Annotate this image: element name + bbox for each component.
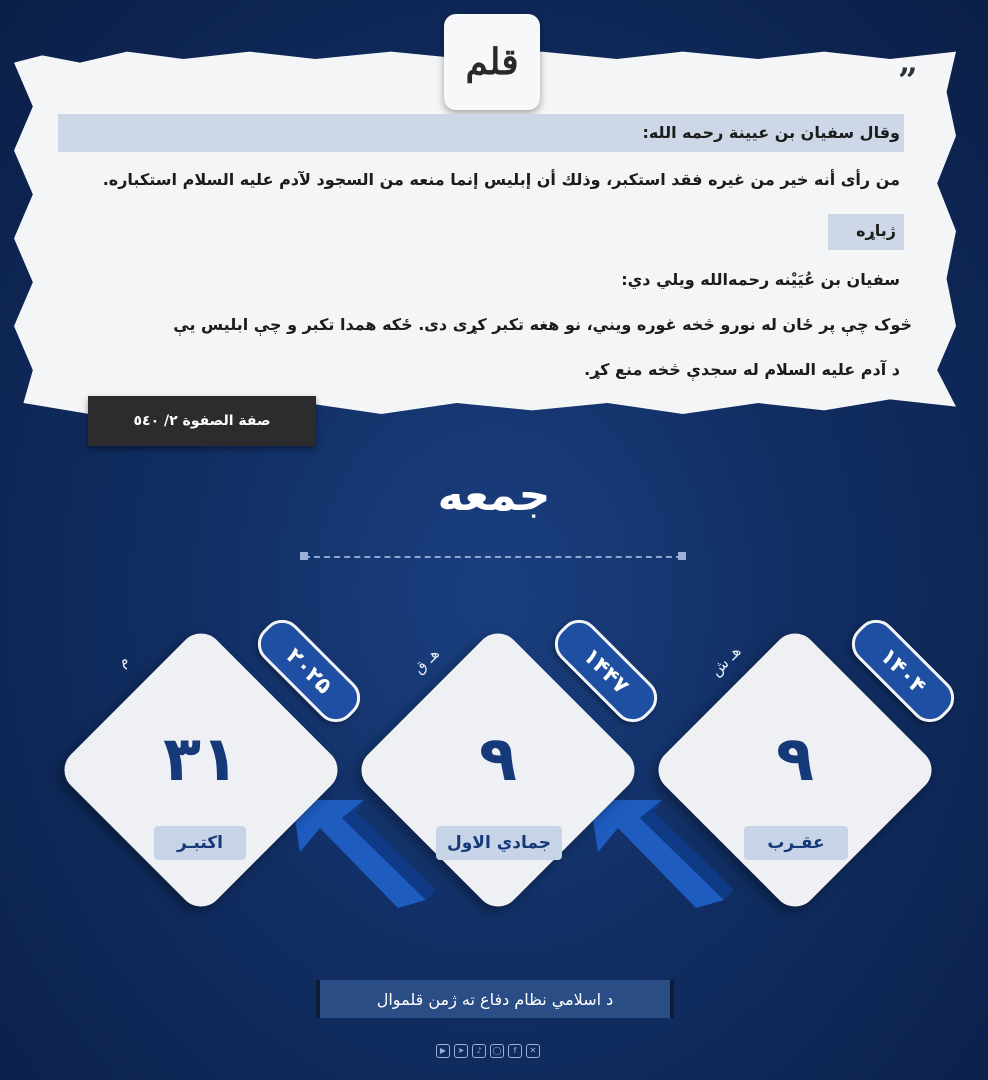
gregorian-year: ۲۰۲۵ (281, 643, 337, 699)
x-icon[interactable]: ✕ (526, 1044, 540, 1058)
pashto-line: سفيان بن عُيَيْنه رحمه‌الله ويلي دي: (621, 270, 900, 289)
social-links (436, 1044, 540, 1058)
telegram-icon[interactable]: ➤ (454, 1044, 468, 1058)
source-reference (88, 396, 316, 446)
footer-slogan (316, 980, 674, 1018)
divider-dot (300, 552, 308, 560)
lunar-month: جمادي الاول (436, 826, 562, 860)
gregorian-calendar-tag: م (112, 651, 133, 671)
divider (304, 556, 682, 558)
arabic-heading: وقال سفيان بن عيينة رحمه الله: (642, 123, 900, 142)
source-reference-text: صفة الصفوة ٢/ ٥٤٠ (133, 413, 271, 429)
day-name: جمعه (437, 470, 551, 521)
solar-month: عقـرب (744, 826, 848, 860)
facebook-icon[interactable]: f (508, 1044, 522, 1058)
quote-mark-icon: ” (898, 61, 918, 101)
youtube-icon[interactable]: ▶ (436, 1044, 450, 1058)
pashto-line: څوک چې پر ځان له نورو څخه غوره ويني، نو هغه تکبر کړی دی. ځکه همدا تکبر و چې ابليس يې (173, 315, 912, 334)
arabic-quote: من رأى أنه خير من غيره فقد استكبر، وذلك أن إبليس إنما منعه من السجود لآدم عليه السلام استكباره. (102, 170, 900, 189)
pashto-line: د آدم عليه السلام له سجدې څخه منع کړ. (584, 360, 900, 379)
footer-slogan-text: د اسلامي نظام دفاع ته ژمن قلموال (376, 989, 614, 1009)
tiktok-icon[interactable]: ♪ (472, 1044, 486, 1058)
lunar-calendar-tag: هـ ق (409, 644, 443, 678)
brand-logo (444, 14, 540, 110)
gregorian-day: ۳۱ (163, 722, 239, 795)
divider-dot (678, 552, 686, 560)
brand-logo-text: قلم (465, 41, 519, 83)
solar-day: ۹ (776, 722, 814, 795)
solar-calendar-tag: هـ ش (706, 642, 745, 680)
gregorian-month: اکتبـر (154, 826, 246, 860)
translation-label: ژباړه (856, 221, 896, 240)
solar-year: ۱۴۰۴ (875, 643, 931, 699)
lunar-day: ۹ (479, 722, 517, 795)
instagram-icon[interactable]: ◯ (490, 1044, 504, 1058)
lunar-year: ۱۴۴۷ (578, 643, 634, 699)
